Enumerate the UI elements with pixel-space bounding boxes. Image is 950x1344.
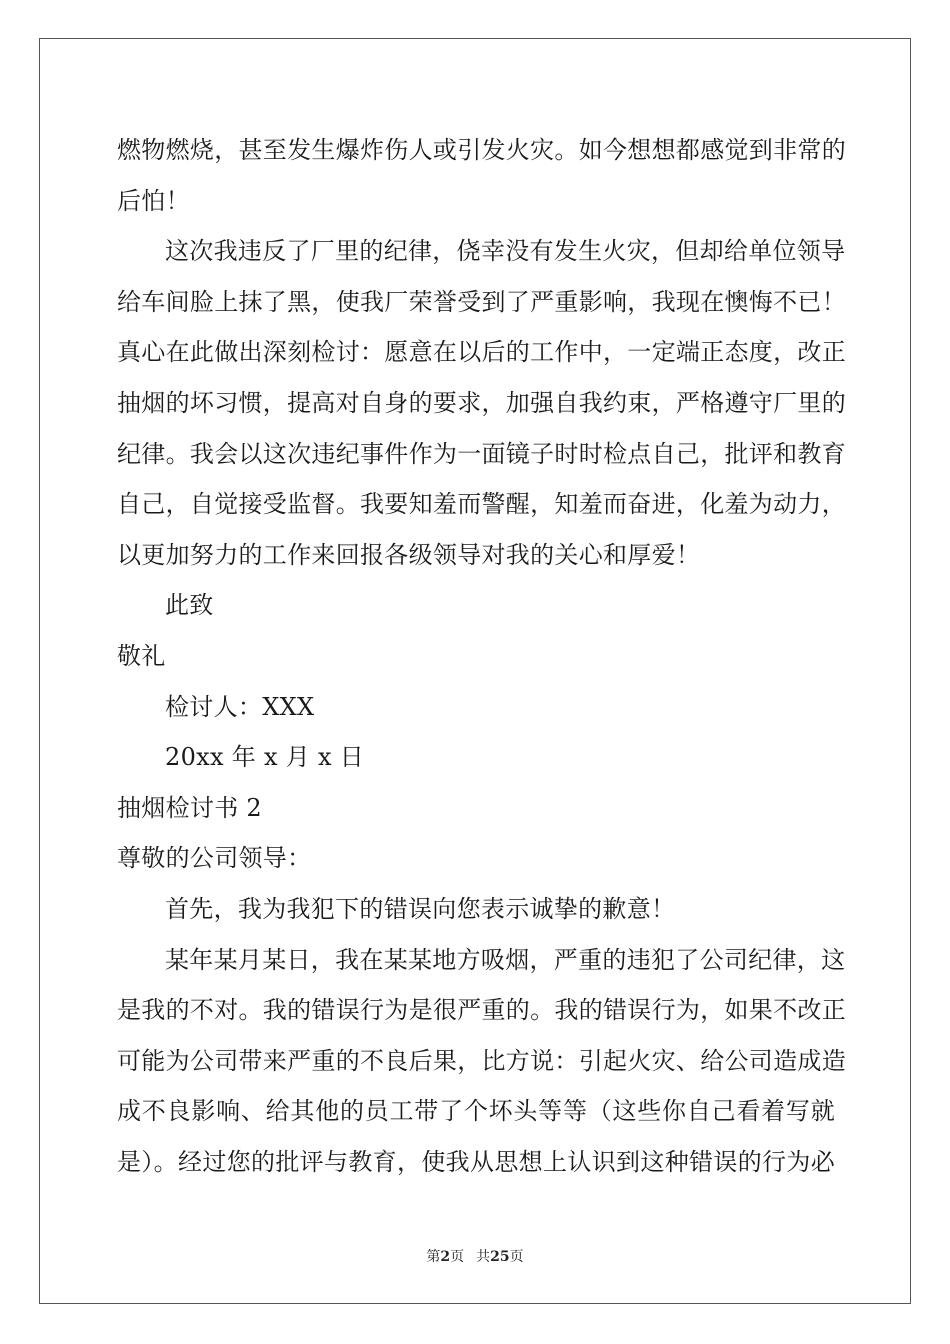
paragraph-line: 抽烟的坏习惯，提高对自身的要求，加强自我约束，严格遵守厂里的 bbox=[117, 388, 846, 417]
section-title: 抽烟检讨书 2 bbox=[117, 793, 262, 822]
page-footer bbox=[0, 1246, 950, 1266]
footer-prefix: 第 bbox=[426, 1249, 441, 1265]
paragraph-line: 自己，自觉接受监督。我要知羞而警醒，知羞而奋进，化羞为动力， bbox=[117, 490, 846, 519]
footer-total-prefix: 共 bbox=[476, 1249, 491, 1265]
signature-author: 检讨人：XXX bbox=[165, 692, 315, 721]
document-body bbox=[117, 125, 846, 1187]
letter-greeting: 尊敬的公司领导： bbox=[117, 844, 312, 873]
signature-date: 20xx 年 x 月 x 日 bbox=[165, 743, 365, 772]
paragraph-line: 首先，我为我犯下的错误向您表示诚挚的歉意！ bbox=[165, 894, 676, 923]
closing-regards: 敬礼 bbox=[117, 641, 166, 670]
paragraph-line: 这次我违反了厂里的纪律，侥幸没有发生火灾，但却给单位领导 bbox=[165, 237, 846, 266]
paragraph-line: 成不良影响、给其他的员工带了个坏头等等（这些你自己看着写就 bbox=[117, 1097, 835, 1126]
paragraph-line: 后怕！ bbox=[117, 186, 190, 215]
total-pages-number: 25 bbox=[490, 1249, 510, 1265]
paragraph-line: 给车间脸上抹了黑，使我厂荣誉受到了严重影响，我现在懊悔不已！ bbox=[117, 287, 846, 316]
closing-salutation: 此致 bbox=[165, 591, 214, 620]
paragraph-line: 以更加努力的工作来回报各级领导对我的关心和厚爱！ bbox=[117, 540, 701, 569]
paragraph-line: 某年某月某日，我在某某地方吸烟，严重的违犯了公司纪律，这 bbox=[165, 945, 846, 974]
paragraph-line: 是）。经过您的批评与教育，使我从思想上认识到这种错误的行为必 bbox=[117, 1147, 835, 1176]
paragraph-line: 纪律。我会以这次违纪事件作为一面镜子时时检点自己，批评和教育 bbox=[117, 439, 846, 468]
paragraph-line: 可能为公司带来严重的不良后果，比方说：引起火灾、给公司造成造 bbox=[117, 1046, 846, 1075]
footer-page-suffix: 页 bbox=[450, 1249, 465, 1265]
footer-total-suffix: 页 bbox=[509, 1249, 524, 1265]
paragraph-line: 是我的不对。我的错误行为是很严重的。我的错误行为，如果不改正 bbox=[117, 996, 846, 1025]
current-page-number: 2 bbox=[440, 1249, 451, 1265]
paragraph-line: 真心在此做出深刻检讨：愿意在以后的工作中，一定端正态度，改正 bbox=[117, 338, 846, 367]
paragraph-line: 燃物燃烧，甚至发生爆炸伤人或引发火灾。如今想想都感觉到非常的 bbox=[117, 136, 846, 164]
